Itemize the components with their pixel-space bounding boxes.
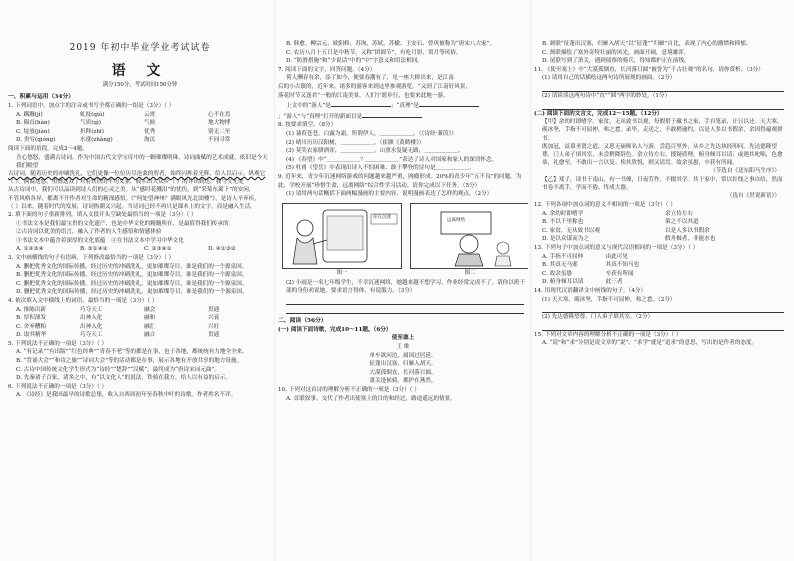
- q4-option-cell: 出神入化: [80, 315, 103, 322]
- q2-option: D. ④①③②: [208, 246, 236, 253]
- q15-option: A. “说”和“求”分别是说文章的“说”，“求学”就是“追求”的意思，写出的是作者的态度。: [542, 340, 758, 347]
- q11-subquestion: (2) 请谈谈这两句诗中“直”“圆”两字的妙处。（1分）: [542, 92, 671, 99]
- section-heading: 二、阅读（56分）: [278, 317, 327, 324]
- poem-line: 征蓬出汉塞，归雁入胡天。: [369, 361, 437, 368]
- q7-blanks: [278, 100, 528, 111]
- cartoon-row: [282, 203, 528, 277]
- q4-option-cell: 融和: [144, 315, 156, 322]
- q4-option-cell: 贯通: [208, 332, 220, 339]
- q4-option-cell: 贯通: [208, 306, 220, 313]
- q9-subquestion: (2) 小雨是一名七年级学生，不幸沉迷网络，她越来越不想学习，作业经常完成不了。请你以班干部的身份劝说她，要求语言得体，有说服力。（3分）: [286, 279, 526, 295]
- classical-paragraph: 既加冠，益慕圣贤之道，又患无硕师名人与游，尝趋百里外，从乡之先达执经叩问。先达德隆望尊，门人弟子填其室，未尝稍降辞色。余立侍左右，援疑质理，俯身倾耳以请；或遇其叱咄，色愈恭，礼愈至，不敢出一言以复；俟其欣悦，则又请焉。故余虽愚，卒获有所闻。: [542, 143, 783, 167]
- q12-option-cell: 策之不以其道: [665, 219, 699, 226]
- column-right: [534, 0, 788, 561]
- q6-option: B. 韩愈、柳宗元、欧阳修、苏洵、苏轼、苏辙、王安石、曾巩被称为“唐宋八大家”。: [286, 41, 496, 47]
- q4-option-cell: 巧夺天工: [80, 306, 103, 313]
- q4-options: [8, 306, 272, 340]
- q10-option: B. 颔联“征蓬出汉塞，归雁入胡天”以“征蓬”“归雁”自比，表现了内心的激愤和抑郁。: [542, 41, 752, 47]
- q12-option-cell: 以是人多以书假余: [665, 227, 710, 234]
- q4-option-cell: 融合: [144, 332, 156, 339]
- answer-line[interactable]: [542, 304, 784, 313]
- poem-title: 使至塞上: [391, 335, 415, 342]
- passage-line: 从古诗词中，我们可以品读到诗人们的心灵之美。从“感时花溅泪”的忧伤，到“采菊东篱下”的安闲，: [8, 187, 255, 194]
- reading-intro: (一) 阅读下面诗歌，完成10～11题。（6分）: [278, 326, 392, 333]
- q6-option: C. 农历八月十五日是中秋节，又称“团圆节”，有吃月饼、赏月等风俗。: [286, 49, 462, 56]
- q13-option: A. 手指不可屈伸 由此可见: [542, 253, 628, 260]
- q1-option-cell: A. 蹒跚(jì): [16, 111, 43, 118]
- q12-option-cell: A. 余幼时即嗜学: [542, 210, 584, 217]
- q1-option-cell: 气候: [144, 120, 156, 127]
- cartoon-2-drawing: [411, 204, 528, 268]
- q11-subquestion: (1) 请用自己的话描绘这两句诗所展现的画面。（2分）: [542, 75, 676, 82]
- q10-option: D. 尾联写到了萧关，遇到侦察的骑兵，得知都护正在前线。: [542, 58, 690, 65]
- q4-option-cell: 融汇: [144, 323, 156, 330]
- exam-title: 2019 年初中毕业学业考试试卷: [69, 43, 211, 53]
- q7-prompt-a: 上文中的“游人”是: [286, 103, 331, 110]
- q1-option-cell: B. 陨首(hàn): [16, 120, 50, 127]
- q5-option: C. 古诗中国传统文化学生形式为“诗经”“楚辞”“汉赋”，最终成为“唐诗宋词元曲”。: [16, 366, 220, 373]
- cartoon-1: [282, 203, 402, 269]
- q2-item: ③书法文本中蕴含着深厚的文化底蕴 ④在书法文本中学习中华文化: [16, 237, 184, 244]
- question-15: 15. 下列对文章内容的理解分析不正确的一项是（3分）（ ）: [534, 331, 682, 338]
- q3-option: A. 删把优秀文化的国际传播，经过历史的冲刷洗礼，更加璀璨夺目，谁是我们的一个源泉国。: [16, 263, 248, 270]
- q2-item: ②古诗词以优美的语言，融入了作者的人生感悟和情感体验: [16, 229, 162, 236]
- q12-option-cell: 假舟楫者，非能水也: [665, 236, 716, 243]
- q3-option: D. 删把优秀文化的国际传播，经过历史的冲刷洗礼，更加璀璨夺目，谁是我们的一个源泉国。: [16, 289, 248, 296]
- q10-option: A. 首联叙事，交代了作者出使塞上的目的和经过，路途遥远的情景。: [286, 395, 456, 402]
- q7-text-line: 落花时节又逢君”一般的江南美景，人们宁愿步行，也要来此地一游。: [278, 92, 449, 99]
- poem-line: 萧关逢候骑，都护在燕然。: [369, 378, 437, 385]
- question-4: 4. 依次填入文中横线上的词语，最恰当的一项是（3分）（ ）: [8, 297, 158, 304]
- q1-option-cell: C. 绽放(jiàn): [16, 128, 50, 135]
- q1-option-cell: D. 贵穷(qióng): [16, 137, 56, 144]
- q6-option: A. 《诗经》是我国最早的诗歌总集，收入自西周初年至春秋中叶的诗歌。作者姓名不详。: [16, 392, 237, 399]
- q12-option-cell: B. 不以千里称也: [542, 219, 584, 226]
- question-6: 6. 下列说法不正确的一项是（3分）（ ）: [8, 383, 108, 390]
- cartoon-1-drawing: [283, 204, 401, 268]
- cartoon-2-wrap: [410, 203, 528, 277]
- q4-option-cell: 融会: [144, 306, 156, 313]
- q1-option-cell: 优秀: [144, 128, 156, 135]
- q4-option-cell: 巧夺天工: [80, 332, 103, 339]
- cartoon-2: [410, 203, 528, 269]
- q13-option: B. 其真无马邪 其真不知马也: [542, 262, 640, 269]
- q2-option: C. ②③④①: [144, 246, 172, 253]
- q7-text-line: 后的小古镇的，近年来，诸多的游客来到这里参观游览。“又到了江南好风景，: [278, 83, 472, 90]
- answer-blank[interactable]: [419, 100, 479, 107]
- question-10: 10. 下列对这首诗的理解分析不正确的一项是（3分）（ ）: [278, 387, 420, 394]
- answer-line[interactable]: [542, 322, 784, 331]
- q9-subquestion: (1) 请用两句话概括下面两幅漫画的主要内容，说明漫画表达了怎样的观点。（2分）: [286, 191, 493, 198]
- question-8: 8. 按要求填空。（8分）: [278, 122, 337, 129]
- poem-author: 王 维: [396, 344, 410, 351]
- q5-option: B. “背诵大会”“和诗之旅”“诗词大会”等的活动都是在事，展示各地有开放共享的地方设施。: [16, 358, 243, 365]
- q1-option-cell: 心不在焉: [208, 111, 231, 118]
- q1-option-cell: 水涨(zhǎng): [80, 137, 113, 144]
- classical-paragraph: 【乙】郑子，读书于南山，有一书僮，日夜劳作，不辍其学。其于家中，常以针线之事自给，然而书卷不离手，学而不倦，终成大器。: [542, 176, 783, 192]
- q7-blanks: [278, 111, 528, 122]
- answer-blank[interactable]: [331, 100, 391, 107]
- question-1: 1. 下列词语中，加点字的注音或书写全都正确的一组是（3分）（ ）: [8, 103, 175, 109]
- q1-option-cell: 淘汰: [144, 137, 156, 144]
- q5-option: D. 先秦诸子百家，诸多之中，有“以文化人”的说法，铁骑在我方，给人以有益的启示。: [16, 375, 231, 382]
- q1-option-cell: 别无二至: [208, 128, 231, 135]
- q4-option-cell: 兴旺: [208, 323, 220, 330]
- q8-item: (5) 杜甫《望岳》中表现出诗人不怕困难、敢于攀登的诗句是＿＿＿＿＿＿。: [286, 165, 475, 172]
- q4-option-cell: C. 舍弃糟粕: [16, 323, 47, 330]
- q2-options: [8, 245, 272, 254]
- q13-option: D. 俯身倾耳以请 此三者: [542, 279, 623, 286]
- q1-option-cell: 气质(qì): [80, 120, 101, 127]
- q8-item: (3) 莫笑农家腊酒浑，＿＿＿＿＿＿。山重水复疑无路，＿＿＿＿＿＿。: [286, 148, 464, 155]
- q1-option-cell: 折释(zhī): [80, 128, 104, 135]
- passage-line: （ ），满溢这悠，重叠这双了对着铁铁的平均义张、展示出大众乡（ ）的并出到达。我与文无处: [8, 179, 244, 186]
- q1-option-cell: 地大物博: [208, 120, 231, 127]
- q6-option: D. “防滑措施”和“少说话”中的“中”字意义和用法相同。: [286, 58, 423, 65]
- question-7: 7. 阅读下面的文字，回答问题。（4分）: [278, 66, 376, 73]
- q12-option-cell: D. 是以众谋而为之: [542, 236, 589, 243]
- question-14: 14. 用现代汉语翻译文中画线的句子。（4分）: [534, 287, 647, 294]
- answer-line[interactable]: [286, 305, 524, 314]
- q8-item: (1) 蒹葭苍苍，白露为霜。所谓伊人，＿＿＿＿＿＿。（《诗经·蒹葭》）: [286, 130, 457, 137]
- q4-option-cell: 兴衰: [208, 315, 220, 322]
- reading-instruction: 阅读下面的语段，完成2～4题。: [8, 145, 88, 152]
- answer-line[interactable]: [286, 296, 524, 305]
- column-left: [8, 0, 272, 561]
- q12-option-cell: 余立侍左右: [665, 210, 693, 217]
- q4-option-cell: 出神入化: [80, 323, 103, 330]
- q1-option-cell: 云霄: [144, 111, 156, 118]
- q13-option: C. 故余虽愚 卒获有所闻: [542, 270, 634, 277]
- q14-subquestion: (2) 先达德隆望尊，门人弟子填其室。（2分）: [542, 314, 654, 321]
- q12-option-cell: C. 家贫，无从致书以观: [542, 227, 600, 234]
- question-3: 3. 文中画横线的句子有语病，下列修改最恰当的一项是（3分）（ ）: [8, 254, 175, 261]
- cartoon-1-sign: 你在沉迷: [373, 214, 391, 220]
- q2-option: A. ①②③④: [16, 246, 44, 253]
- q4-option-cell: D. 取其精华: [16, 332, 47, 339]
- cartoon-1-caption: 图一: [336, 269, 348, 276]
- passage-line: 不管风格各异，都离不开作者对生命的精深感悟。《“何处望神州？满眼风光北固楼”》，是诗人辛弃疾，: [8, 195, 260, 202]
- q7-text-line: 荷人酬春有余，添了如今，便要春潮有了，见一座大桥出来，是江南: [286, 75, 454, 82]
- q14-subquestion: (1) 天大寒，砚冰坚，手指不可屈伸，弗之怠。（2分）: [542, 296, 676, 303]
- q8-item: (2) 晴川历历汉阳树，＿＿＿＿＿＿。（崔颢《黄鹤楼》）: [286, 139, 425, 146]
- score-note: 满分150分，考试时间150分钟: [102, 82, 178, 88]
- q2-option: B. ③①④②: [80, 246, 108, 253]
- q7-prompt-c: ；“游人”与“真理”打开的新面目是: [278, 113, 363, 120]
- answer-line[interactable]: [542, 83, 784, 92]
- question-9: 9. 近年来，青少年沉迷网络游戏的问题越来越严重，网瘾形成。20%的青少年“五不良”的问题。为此，学校开展“珍惜生命，远离网络”综合性学习活动。请你完成以下任务。（5分）: [278, 173, 522, 189]
- q1-options: [8, 111, 272, 145]
- q10-option: C. 颈联描绘了塞外奇特壮丽的风光，画面开阔，意境雄浑。: [542, 49, 690, 56]
- cartoon-2-sign: 远离网络: [447, 217, 465, 223]
- q3-option: B. 删把优秀文化的国际传播，经过历史的冲刷洗礼，更加璀璨夺目，谁是我们的一个源泉国。: [16, 272, 248, 279]
- passage-line: 古诗词，随着历史的冲刷洗礼，它们更像一位位历尽沧桑的智者，始终闪烁着光辉，给人以启示。纵观它: [8, 170, 266, 177]
- answer-line[interactable]: [542, 101, 784, 110]
- reading-intro: (二) 阅读下面的文言文，完成12～15题。（12分）: [534, 110, 663, 117]
- answer-blank[interactable]: [362, 111, 422, 118]
- question-5: 5. 下列说法不正确的一项是（3分）（ ）: [8, 340, 108, 347]
- passage-line: 吾心悠悠，盛满古诗词。作为中国古代文学宝库中的一颗璀璨明珠，诗词曲赋的艺术成就，依旧是今天我们瞻望: [16, 154, 268, 169]
- q4-option-cell: B. 厚积薄发: [16, 315, 47, 322]
- cartoon-2-caption: 图二: [464, 269, 476, 276]
- poem-line: 单车欲问边，属国过居延。: [369, 352, 437, 359]
- question-2: 2. 填下面的句子重新排列，填入文段开头空缺处最恰当的一项是（3分）（ ）: [8, 211, 197, 218]
- passage-line: （ ）以来，随着时代的发展，诗词热潮又兴起。当诗词已经不再只是课本上的文字，而是融入生活。: [8, 203, 256, 210]
- q5-option: A. “有记录”“有出版”“红色经典”“青春不老”等的都是在事，也于各地，都统统有力地全全来。: [16, 349, 248, 356]
- classical-source: （节选自《送东阳马生序》）: [710, 168, 780, 175]
- question-11: 11. 《使至塞上》中“大漠孤烟直，长河落日圆”被誉为“千古壮观”的名句，请你赏析。（3分）: [534, 66, 764, 73]
- fold-line: [274, 0, 275, 561]
- q4-option-cell: A. 推陈出新: [16, 306, 46, 313]
- classical-source: （选自《世说新语》）: [726, 193, 780, 200]
- q3-option: C. 删把优秀文化的国际传播，经过历史的冲刷洗礼，更加璀璨夺目，谁是我们的一个源泉国。: [16, 280, 248, 287]
- cartoon-1-wrap: [282, 203, 402, 277]
- q12-options: [534, 210, 788, 244]
- poem-line: 大漠孤烟直，长河落日圆。: [369, 369, 437, 376]
- q1-option-cell: 虬枝(qiú): [80, 111, 105, 118]
- fold-line: [530, 0, 531, 561]
- section-heading: 一、积累与运用（34分）: [8, 94, 75, 100]
- question-12: 12. 下列各项中加点词的意义不相同的一项是（3分）（ ）: [534, 201, 676, 208]
- q2-item: ①书法文本是我们最宝贵的文化遗产，也是中华文化的精髓所在，是最值得我们传承的: [16, 220, 229, 227]
- classical-paragraph: 【甲】余幼时即嗜学。家贫，无从致书以观，每假借于藏书之家，手自笔录，计日以还。天大寒，砚冰坚，手指不可屈伸，弗之怠。录毕，走送之，不敢稍逾约。以是人多以书假余，余因得遍观群书。: [542, 119, 783, 142]
- column-middle: [278, 0, 528, 561]
- subject-title: 语 文: [111, 63, 169, 79]
- q7-prompt-b: ；“真理”是: [390, 103, 419, 110]
- question-13: 13. 下列句子中加点词的意义与现代汉语相同的一项是（3分）（ ）: [534, 244, 699, 251]
- q8-item: (4) 《春望》中“＿＿＿＿＿＿？＿＿＿＿＿＿”表达了诗人对国家和家人的深切怀念。: [286, 156, 498, 163]
- q1-option-cell: 不同寻常: [208, 137, 231, 144]
